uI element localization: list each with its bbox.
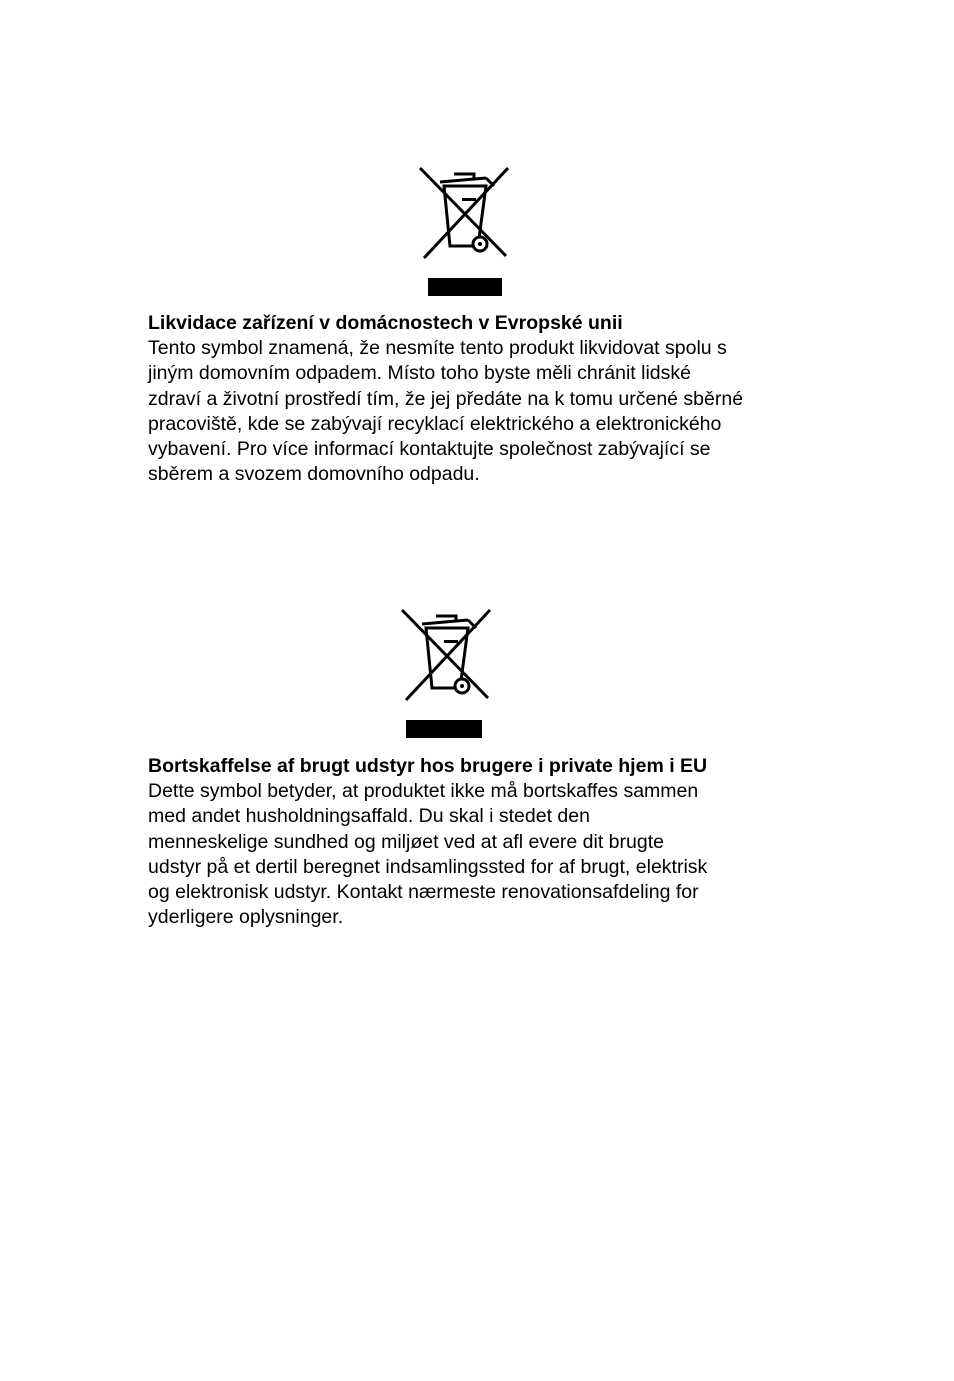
weee-notice-czech [148, 311, 808, 487]
crossed-out-wheelie-bin-icon [414, 164, 514, 296]
notice-line: udstyr på et dertil beregnet indsamlingssted for af brugt, elektrisk [148, 855, 708, 878]
notice-line: Dette symbol betyder, at produktet ikke må bortskaffes sammen [148, 780, 699, 803]
notice-title: Bortskaffelse af brugt udstyr hos brugere i private hjem i EU [148, 755, 708, 777]
notice-line: med andet husholdningsaffald. Du skal i stedet den [148, 805, 590, 828]
notice-line: pracoviště, kde se zabývají recyklací elektrického a elektronického [148, 412, 722, 435]
notice-line: jiným domovním odpadem. Místo toho byste měli chránit lidské [148, 362, 691, 385]
notice-title: Likvidace zařízení v domácnostech v Evropské unii [148, 312, 623, 334]
notice-line: og elektronisk udstyr. Kontakt nærmeste renovationsafdeling for [148, 881, 699, 904]
notice-line: menneskelige sundhed og miljøet ved at afl evere dit brugte [148, 830, 664, 853]
notice-line: yderligere oplysninger. [148, 906, 344, 929]
weee-notice-danish [148, 754, 808, 930]
crossed-out-wheelie-bin-icon [396, 606, 496, 738]
notice-line: Tento symbol znamená, že nesmíte tento produkt likvidovat spolu s [148, 337, 727, 360]
notice-line: sběrem a svozem domovního odpadu. [148, 463, 480, 486]
notice-line: vybavení. Pro více informací kontaktujte společnost zabývající se [148, 438, 711, 461]
notice-line: zdraví a životní prostředí tím, že jej předáte na k tomu určené sběrné [148, 387, 744, 410]
